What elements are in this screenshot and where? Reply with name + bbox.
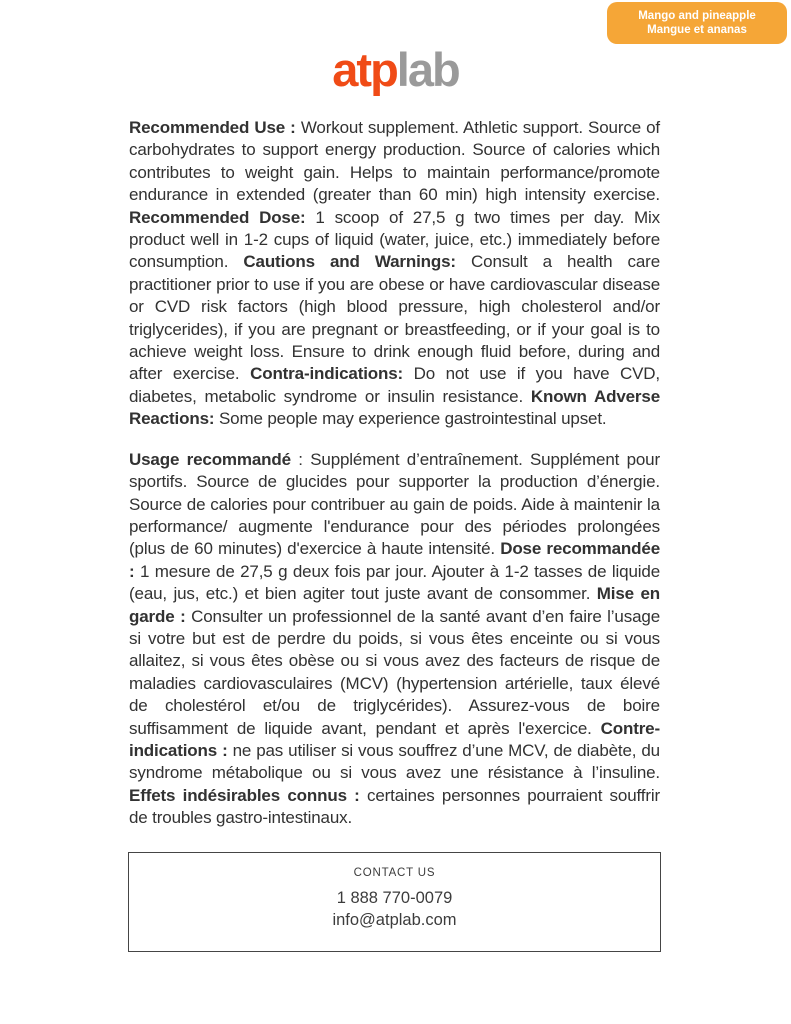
contact-phone: 1 888 770-0079 [336, 889, 453, 907]
contact-email: info@atplab.com [332, 911, 457, 929]
paragraph-french: Usage recommandé : Supplément d’entraînement. Supplément pour sportifs. Source de glucides pour supporter la production d’énergie. Source de calories pour contribuer au gain de poids. Aide à maintenir la performance/ augmente l'endurance pour des périodes prolongées (plus de 60 minutes) d'exercice à haute intensité. Dose recommandée : 1 mesure de 27,5 g deux fois par jour. Ajouter à 1-2 tasses de liquide (eau, jus, etc.) et bien agiter tout juste avant de consommer. Mise en garde : Consulter un professionnel de la santé avant d’en faire l’usage si votre but est de perdre du poids, si vous êtes enceinte ou si vous allaitez, si vous êtes obèse ou si vous avez des facteurs de risque de maladies cardiovasculaires (MCV) (hypertension artérielle, taux élevé de cholestérol et/ou de triglycérides). Assurez-vous de boire suffisamment de liquide avant, pendant et après l'exercice. Contre-indications : ne pas utiliser si vous souffrez d’une MCV, de diabète, du syndrome métabolique ou si vous avez une résistance à l’insuline. Effets indésirables connus : certaines personnes pourraient souffrir de troubles gastro-intestinaux. [129, 449, 661, 828]
flavor-badge-line-en: Mango and pineapple [638, 10, 756, 22]
paragraph-english: Recommended Use : Workout supplement. Athletic support. Source of carbohydrates to support energy production. Source of calories which contributes to weight gain. Helps to maintain performance/promote endurance in extended (greater than 60 min) high intensity exercise. Recommended Dose: 1 scoop of 27,5 g two times per day. Mix product well in 1-2 cups of liquid (water, juice, etc.) immediately before consumption. Cautions and Warnings: Consult a health care practitioner prior to use if you are obese or have cardiovascular disease or CVD risk factors (high blood pressure, high cholesterol and/or triglycerides), if you are pregnant or breastfeeding, or if your goal is to achieve weight loss. Ensure to drink enough fluid before, during and after exercise. Contra-indications: Do not use if you have CVD, diabetes, metabolic syndrome or insulin resistance. Known Adverse Reactions: Some people may experience gastrointestinal upset. [129, 118, 661, 429]
contact-box [128, 852, 661, 952]
flavor-badge-line-fr: Mangue et ananas [647, 24, 747, 36]
flavor-badge [607, 2, 787, 44]
contact-title: CONTACT US [353, 867, 436, 879]
logo-part-lab: lab [396, 43, 459, 96]
label-body-text [129, 117, 660, 830]
logo-part-atp: atp [332, 43, 397, 96]
atplab-logo [0, 44, 791, 96]
